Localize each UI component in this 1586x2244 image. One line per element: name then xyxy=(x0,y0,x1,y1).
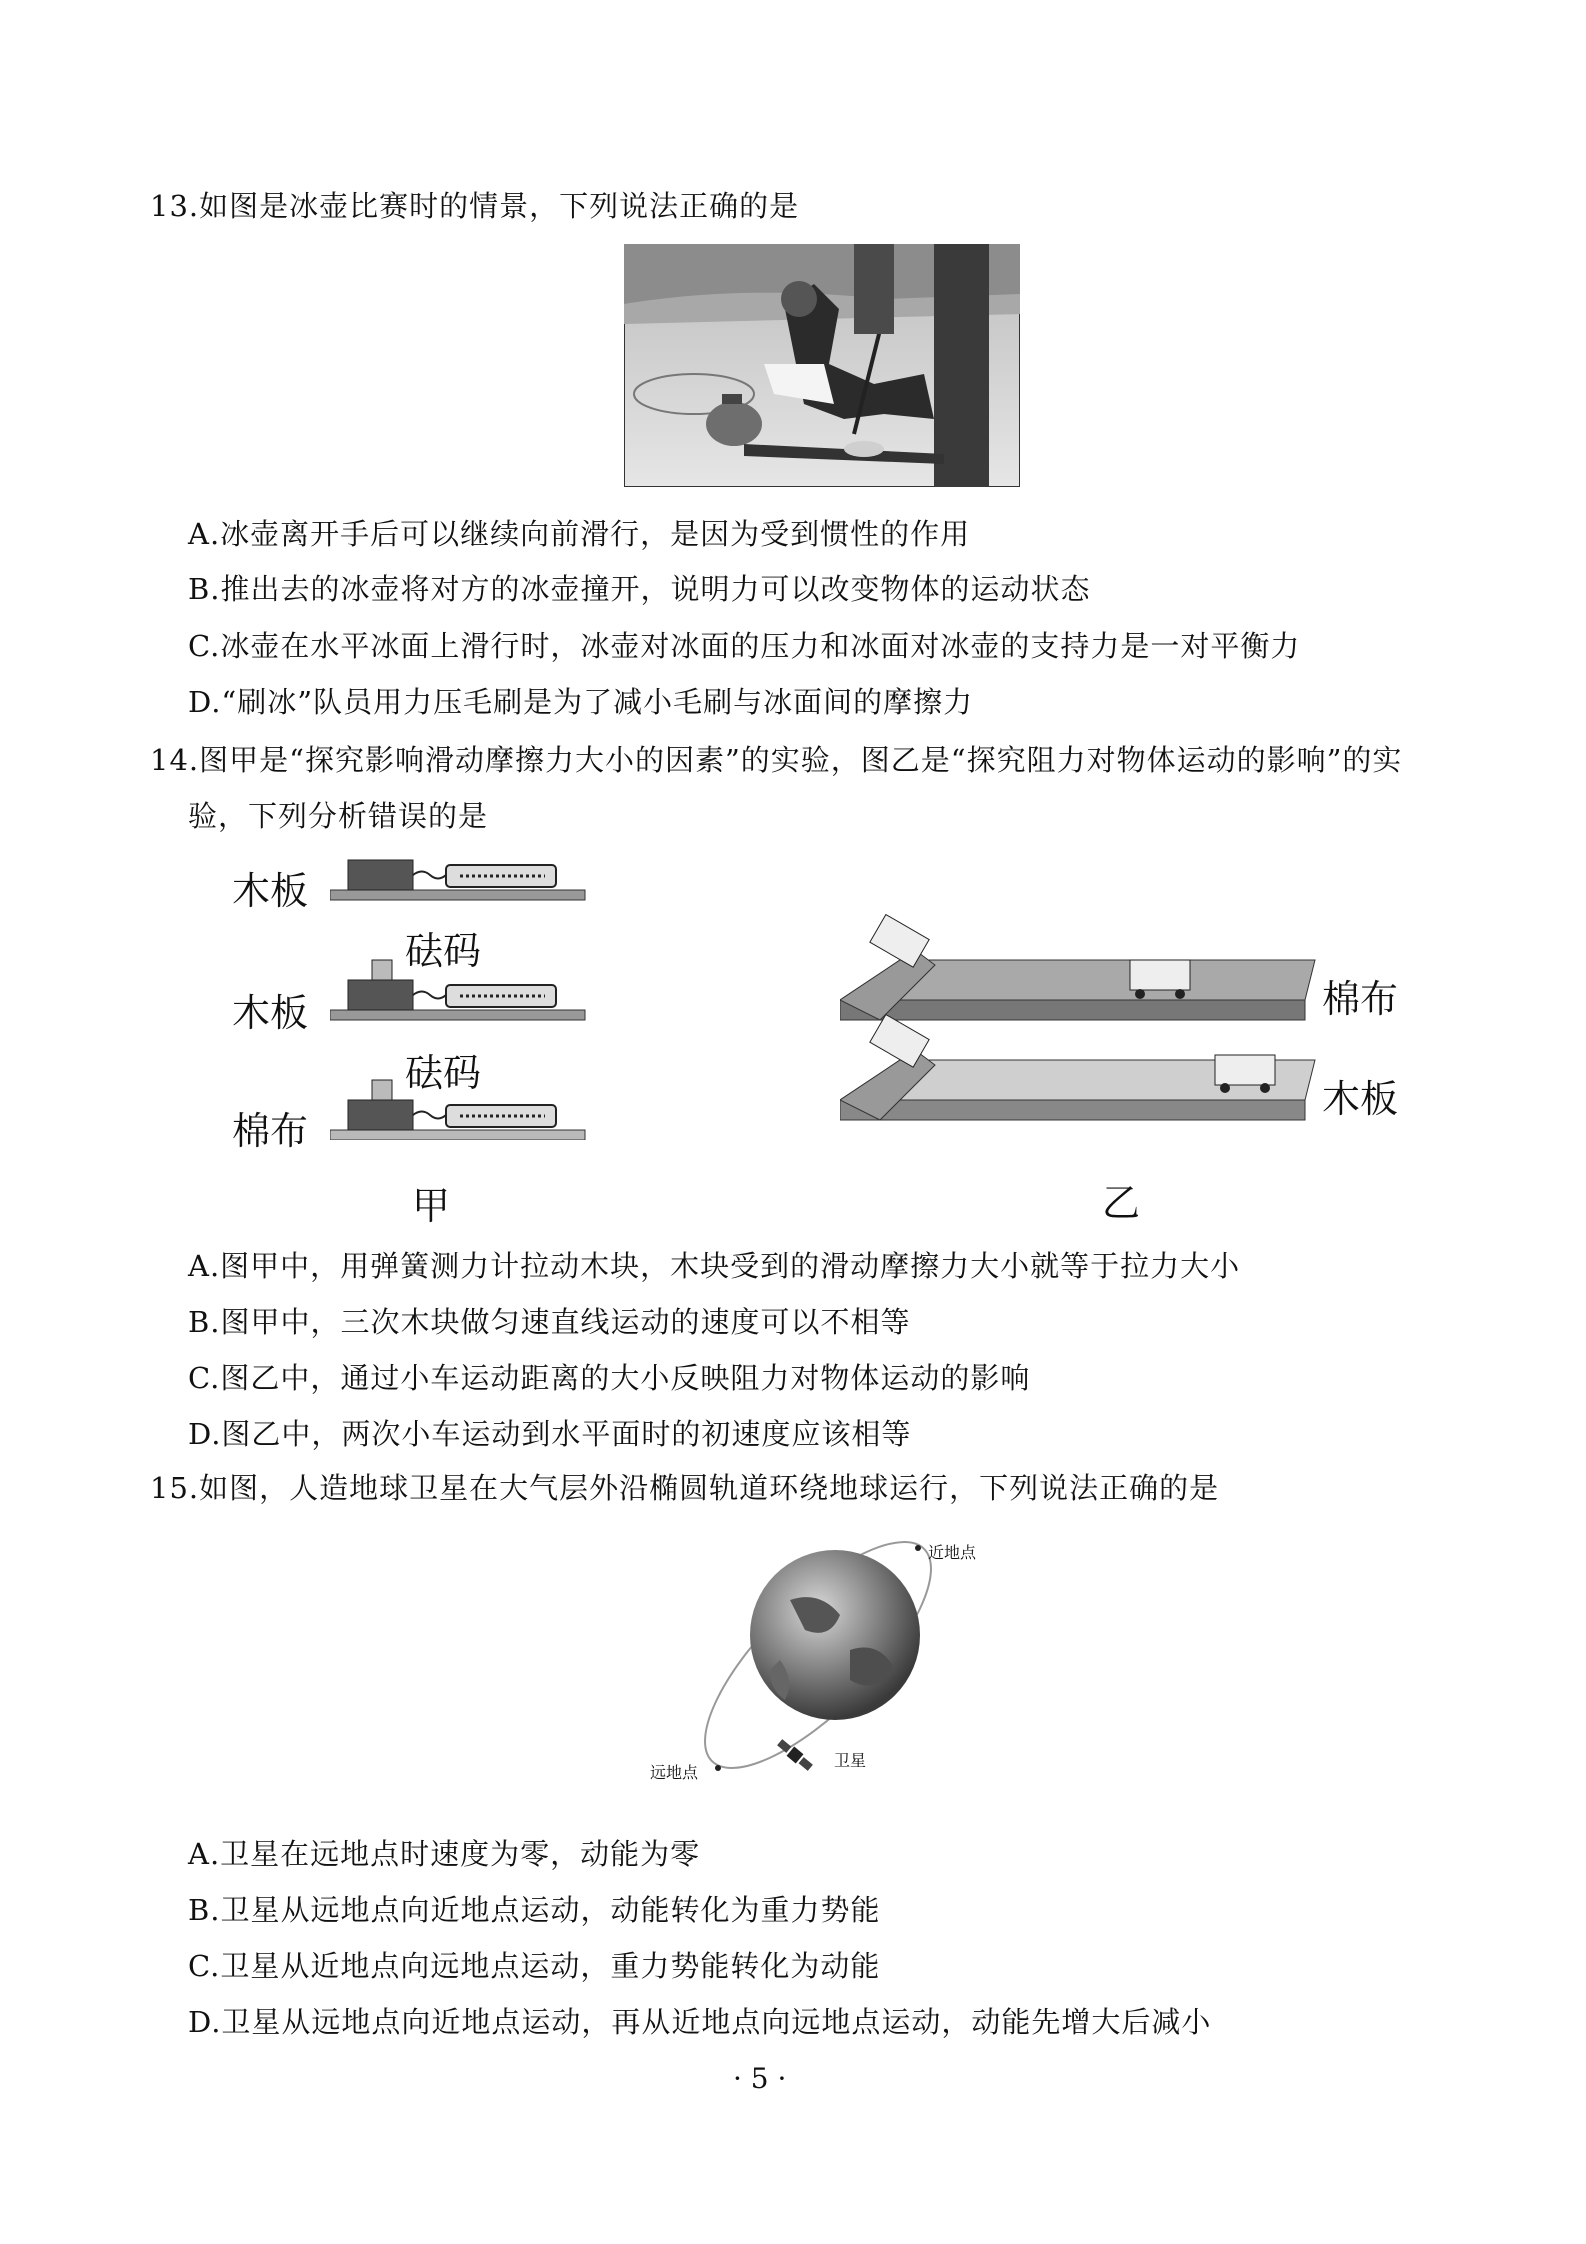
q13-option-a: A.冰壶离开手后可以继续向前滑行，是因为受到惯性的作用 xyxy=(188,517,971,551)
q15-option-a: A.卫星在远地点时速度为零，动能为零 xyxy=(188,1837,701,1871)
page-number: · 5 · xyxy=(733,2062,787,2095)
resistance-experiment-figure xyxy=(840,910,1320,1130)
jia-label-weight-1: 砝码 xyxy=(405,929,482,973)
q14-option-a: A.图甲中，用弹簧测力计拉动木块，木块受到的滑动摩擦力大小就等于拉力大小 xyxy=(188,1249,1241,1283)
q15-option-c: C.卫星从近地点向远地点运动，重力势能转化为动能 xyxy=(188,1949,881,1983)
jia-label-cloth: 棉布 xyxy=(232,1109,309,1153)
yi-label-cloth: 棉布 xyxy=(1322,977,1399,1021)
q14-option-b: B.图甲中，三次木块做匀速直线运动的速度可以不相等 xyxy=(188,1305,911,1339)
satellite-orbit-figure xyxy=(700,1530,960,1790)
jia-label-board-2: 木板 xyxy=(232,991,309,1035)
jia-label-weight-2: 砝码 xyxy=(405,1051,482,1095)
q13-stem: 13.如图是冰壶比赛时的情景，下列说法正确的是 xyxy=(150,189,800,223)
apogee-label: 远地点 xyxy=(650,1763,699,1782)
q13-option-d: D.“刷冰”队员用力压毛刷是为了减小毛刷与冰面间的摩擦力 xyxy=(188,685,974,719)
q14-option-c: C.图乙中，通过小车运动距离的大小反映阻力对物体运动的影响 xyxy=(188,1361,1031,1395)
yi-label-board: 木板 xyxy=(1322,1077,1399,1121)
q14-stem-line2: 验，下列分析错误的是 xyxy=(188,799,489,833)
q15-option-b: B.卫星从远地点向近地点运动，动能转化为重力势能 xyxy=(188,1893,881,1927)
q14-stem-line1: 14.图甲是“探究影响滑动摩擦力大小的因素”的实验，图乙是“探究阻力对物体运动的影响”的实 xyxy=(150,743,1403,777)
perigee-label: 近地点 xyxy=(928,1543,977,1562)
satellite-label: 卫星 xyxy=(834,1751,867,1770)
q15-stem: 15.如图，人造地球卫星在大气层外沿椭圆轨道环绕地球运行，下列说法正确的是 xyxy=(150,1471,1220,1505)
q14-option-d: D.图乙中，两次小车运动到水平面时的初速度应该相等 xyxy=(188,1417,912,1451)
q13-option-b: B.推出去的冰壶将对方的冰壶撞开，说明力可以改变物体的运动状态 xyxy=(188,572,1091,606)
jia-caption: 甲 xyxy=(412,1184,451,1228)
jia-label-board-1: 木板 xyxy=(232,869,309,913)
q15-option-d: D.卫星从远地点向近地点运动，再从近地点向远地点运动，动能先增大后减小 xyxy=(188,2005,1212,2039)
curling-photo xyxy=(624,244,1020,487)
q13-option-c: C.冰壶在水平冰面上滑行时，冰壶对冰面的压力和冰面对冰壶的支持力是一对平衡力 xyxy=(188,629,1301,663)
yi-caption: 乙 xyxy=(1102,1181,1141,1225)
